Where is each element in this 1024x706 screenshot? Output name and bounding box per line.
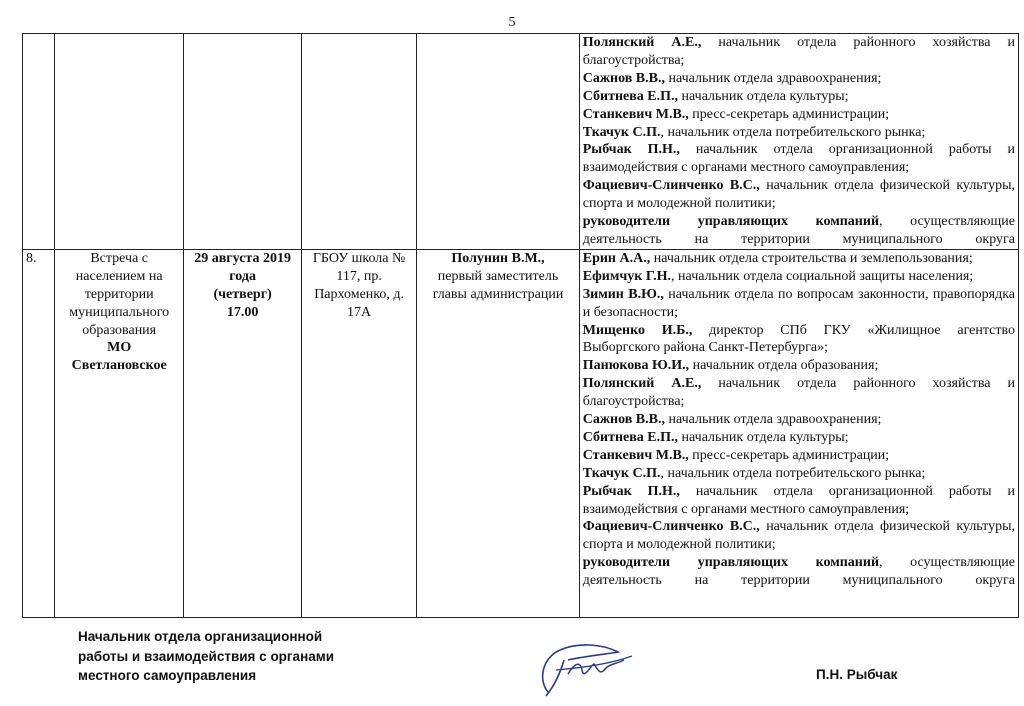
attendee-entry xyxy=(583,411,1015,429)
attendee-name: руководители управляющих компаний xyxy=(582,214,880,230)
signature-title-line: Начальник отдела организационной xyxy=(78,629,323,644)
attendee-role: начальник отдела районного хозяйства и благоустройства; xyxy=(582,35,1015,68)
page-number: 5 xyxy=(508,15,516,30)
attendee-name: Станкевич М.В., xyxy=(582,447,689,463)
attendee-name: Станкевич М.В., xyxy=(582,106,689,122)
attendee-entry xyxy=(583,554,1015,590)
attendee-entry xyxy=(583,213,1015,249)
table-row xyxy=(23,249,1019,617)
attendee-entry xyxy=(583,483,1015,519)
cell-num xyxy=(23,249,55,617)
attendee-name: Ткачук С.П. xyxy=(582,465,661,481)
attendee-entry xyxy=(583,286,1015,322)
cell-attendees xyxy=(579,34,1018,250)
attendee-name: Ефимчук Г.Н. xyxy=(582,268,672,284)
attendee-role: начальник отдела по вопросам законности, правопорядка и безопасности; xyxy=(582,286,1016,320)
table-row xyxy=(23,34,1019,250)
cell-event xyxy=(55,249,184,617)
cell-date xyxy=(184,34,302,250)
row-number: 8. xyxy=(26,250,37,266)
event-date: 29 августа 2019 года xyxy=(194,250,291,284)
attendee-role: пресс-секретарь администрации; xyxy=(688,106,890,122)
signature-title xyxy=(78,627,398,686)
cell-responsible xyxy=(417,249,579,617)
signature-title-line: местного самоуправления xyxy=(78,668,257,683)
signature-title-line: работы и взаимодействия с органами xyxy=(78,648,335,664)
attendee-role: начальник отдела строительства и землепользования; xyxy=(650,250,973,266)
attendee-name: Сажнов В.В., xyxy=(582,70,665,86)
attendee-entry xyxy=(583,268,1015,286)
attendee-entry xyxy=(583,141,1015,177)
attendee-name: Полянский А.Е., xyxy=(582,376,702,392)
attendee-role: начальник отдела культуры; xyxy=(678,429,849,445)
attendee-role: начальник отдела районного хозяйства и благоустройства; xyxy=(582,376,1015,410)
attendee-entry xyxy=(583,34,1015,70)
responsible-name: Полунин В.М., xyxy=(451,250,545,266)
attendee-entry xyxy=(583,177,1015,213)
attendee-role: директор СПб ГКУ «Жилищное агентство Выборгского района Санкт-Петербурга»; xyxy=(582,322,1015,356)
attendee-entry xyxy=(583,447,1015,465)
attendee-name: Панюкова Ю.И., xyxy=(582,358,690,374)
attendee-entry xyxy=(583,88,1015,106)
attendee-role: , начальник отдела потребительского рынка; xyxy=(660,465,926,481)
attendee-name: Рыбчак П.Н., xyxy=(582,142,680,158)
attendee-role: начальник отдела организационной работы и взаимодействия с органами местного самоуправления; xyxy=(582,142,1015,176)
attendee-role: начальник отдела образования; xyxy=(689,358,879,374)
attendee-name: Ерин А.А., xyxy=(582,250,651,266)
attendee-role: начальник отдела культуры; xyxy=(678,88,849,104)
attendee-name: Фациевич-Слинченко В.С., xyxy=(582,519,760,535)
attendee-entry xyxy=(583,375,1015,411)
cell-place xyxy=(301,249,416,617)
attendee-entry xyxy=(583,124,1015,142)
event-time: 17.00 xyxy=(226,304,259,320)
cell-place xyxy=(301,34,416,250)
event-description: Встреча с населением на территории муниципального образования xyxy=(69,250,170,338)
attendee-name: Мищенко И.Б., xyxy=(582,322,693,338)
attendee-entry xyxy=(583,70,1015,88)
event-place: ГБОУ школа № 117, пр. Пархоменко, д. 17А xyxy=(312,250,406,320)
attendee-name: Рыбчак П.Н., xyxy=(582,483,680,499)
attendee-entry xyxy=(583,357,1015,375)
attendee-role: начальник отдела физической культуры, спорта и молодежной политики; xyxy=(582,519,1015,553)
attendee-role: , начальник отдела потребительского рынка; xyxy=(660,124,926,140)
attendee-role: пресс-секретарь администрации; xyxy=(688,447,890,463)
attendee-name: Фациевич-Слинченко В.С., xyxy=(582,178,760,194)
responsible-role: первый заместитель главы администрации xyxy=(432,268,564,302)
attendee-name: Ткачук С.П. xyxy=(582,124,661,140)
event-municipality: МО Светлановское xyxy=(71,340,167,374)
schedule-table xyxy=(22,33,1019,618)
cell-num xyxy=(23,34,55,250)
cell-responsible xyxy=(417,34,579,250)
attendee-role: , начальник отдела социальной защиты населения; xyxy=(671,268,974,284)
attendee-entry xyxy=(583,465,1015,483)
event-weekday: (четверг) xyxy=(213,286,272,302)
attendee-role: начальник отдела организационной работы и взаимодействия с органами местного самоуправления; xyxy=(582,483,1015,517)
attendee-name: руководители управляющих компаний xyxy=(582,555,880,571)
attendee-entry xyxy=(583,250,1015,268)
attendee-role: начальник отдела здравоохранения; xyxy=(664,412,882,428)
cell-date xyxy=(184,249,302,617)
attendee-name: Сбитнева Е.П., xyxy=(582,88,679,104)
attendee-role: начальник отдела здравоохранения; xyxy=(664,70,882,86)
attendee-name: Полянский А.Е., xyxy=(582,35,702,50)
handwritten-signature xyxy=(520,630,640,700)
attendee-entry xyxy=(583,322,1015,358)
attendee-name: Зимин В.Ю., xyxy=(582,286,664,302)
attendee-entry xyxy=(583,518,1015,554)
attendee-name: Сбитнева Е.П., xyxy=(582,429,679,445)
attendee-role: , осуществляющие деятельность на территории муниципального округа xyxy=(582,555,1015,589)
cell-attendees xyxy=(579,249,1018,617)
cell-event xyxy=(55,34,184,250)
attendee-role: начальник отдела физической культуры, спорта и молодежной политики; xyxy=(582,178,1015,212)
attendee-entry xyxy=(583,106,1015,124)
attendee-name: Сажнов В.В., xyxy=(582,412,665,428)
attendee-entry xyxy=(583,429,1015,447)
signer-name: П.Н. Рыбчак xyxy=(816,667,898,682)
attendee-role: , осуществляющие деятельность на территории муниципального округа xyxy=(582,214,1015,247)
